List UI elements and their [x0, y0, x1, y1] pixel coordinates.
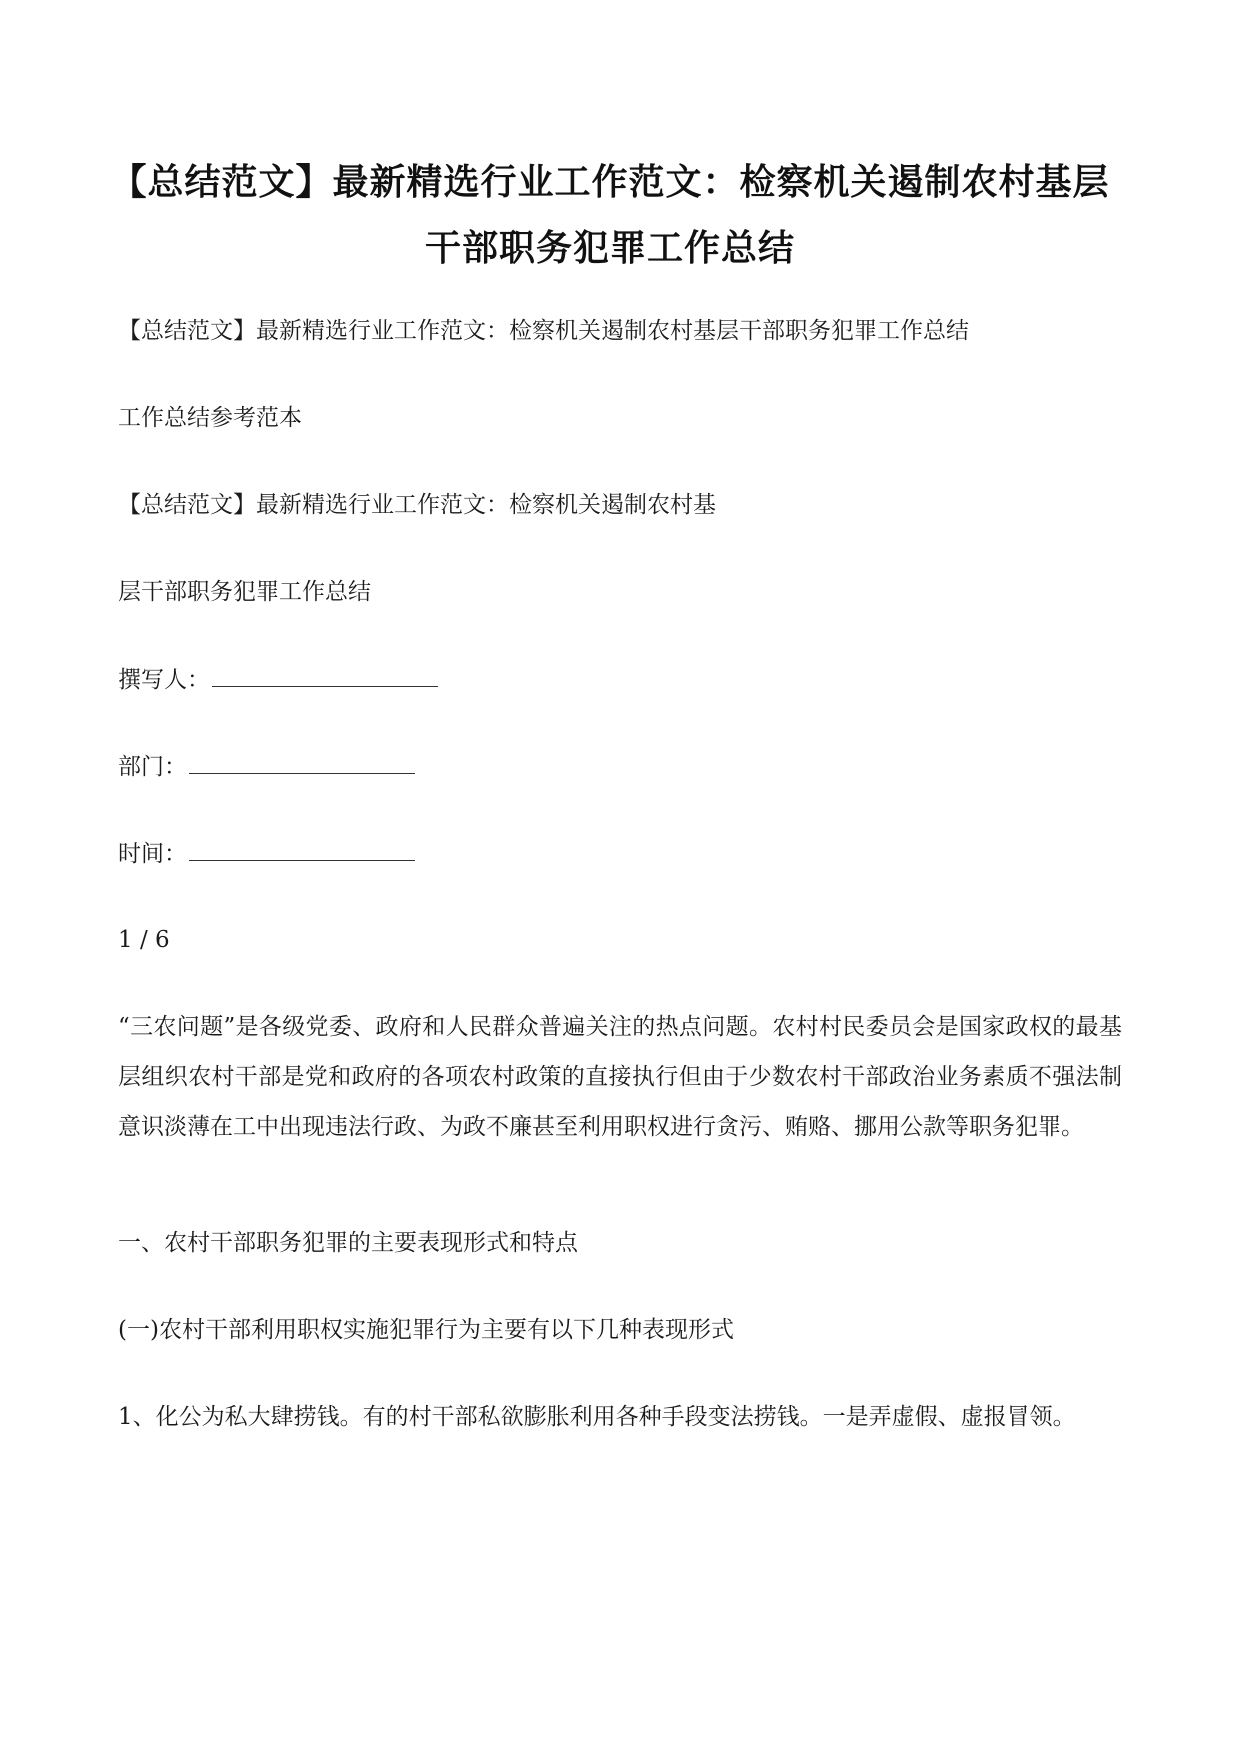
item-1: 1、化公为私大肆捞钱。有的村干部私欲膨胀利用各种手段变法捞钱。一是弄虚假、虚报冒领。 [118, 1404, 1076, 1430]
subtitle-full: 【总结范文】最新精选行业工作范文：检察机关遏制农村基层干部职务犯罪工作总结 [118, 318, 969, 344]
page-indicator: 1 / 6 [118, 927, 170, 953]
author-field [118, 664, 1128, 695]
time-blank-line[interactable] [189, 838, 415, 861]
subsection-heading: (一)农村干部利用职权实施犯罪行为主要有以下几种表现形式 [118, 1317, 734, 1343]
time-field [118, 838, 1128, 869]
department-blank-line[interactable] [189, 751, 415, 774]
department-label: 部门： [118, 754, 187, 780]
document-title-line2: 干部职务犯罪工作总结 [424, 228, 795, 269]
reference-label: 工作总结参考范本 [118, 405, 302, 431]
cover-title-line2: 层干部职务犯罪工作总结 [118, 579, 371, 605]
author-label: 撰写人： [118, 667, 210, 693]
section-heading: 一、农村干部职务犯罪的主要表现形式和特点 [118, 1230, 578, 1256]
document-title-line1: 【总结范文】最新精选行业工作范文：检察机关遏制农村基层 [110, 162, 1110, 203]
cover-title-line1: 【总结范文】最新精选行业工作范文：检察机关遏制农村基 [118, 492, 716, 518]
time-label: 时间： [118, 841, 187, 867]
intro-paragraph: “三农问题”是各级党委、政府和人民群众普遍关注的热点问题。农村村民委员会是国家政权的最基层组织农村干部是党和政府的各项农村政策的直接执行但由于少数农村干部政治业务素质不强法制意识淡薄在工中出现违法行政、为政不廉甚至利用职权进行贪污、贿赂、挪用公款等职务犯罪。 [118, 1014, 1122, 1140]
author-blank-line[interactable] [212, 664, 438, 687]
department-field [118, 751, 1128, 782]
